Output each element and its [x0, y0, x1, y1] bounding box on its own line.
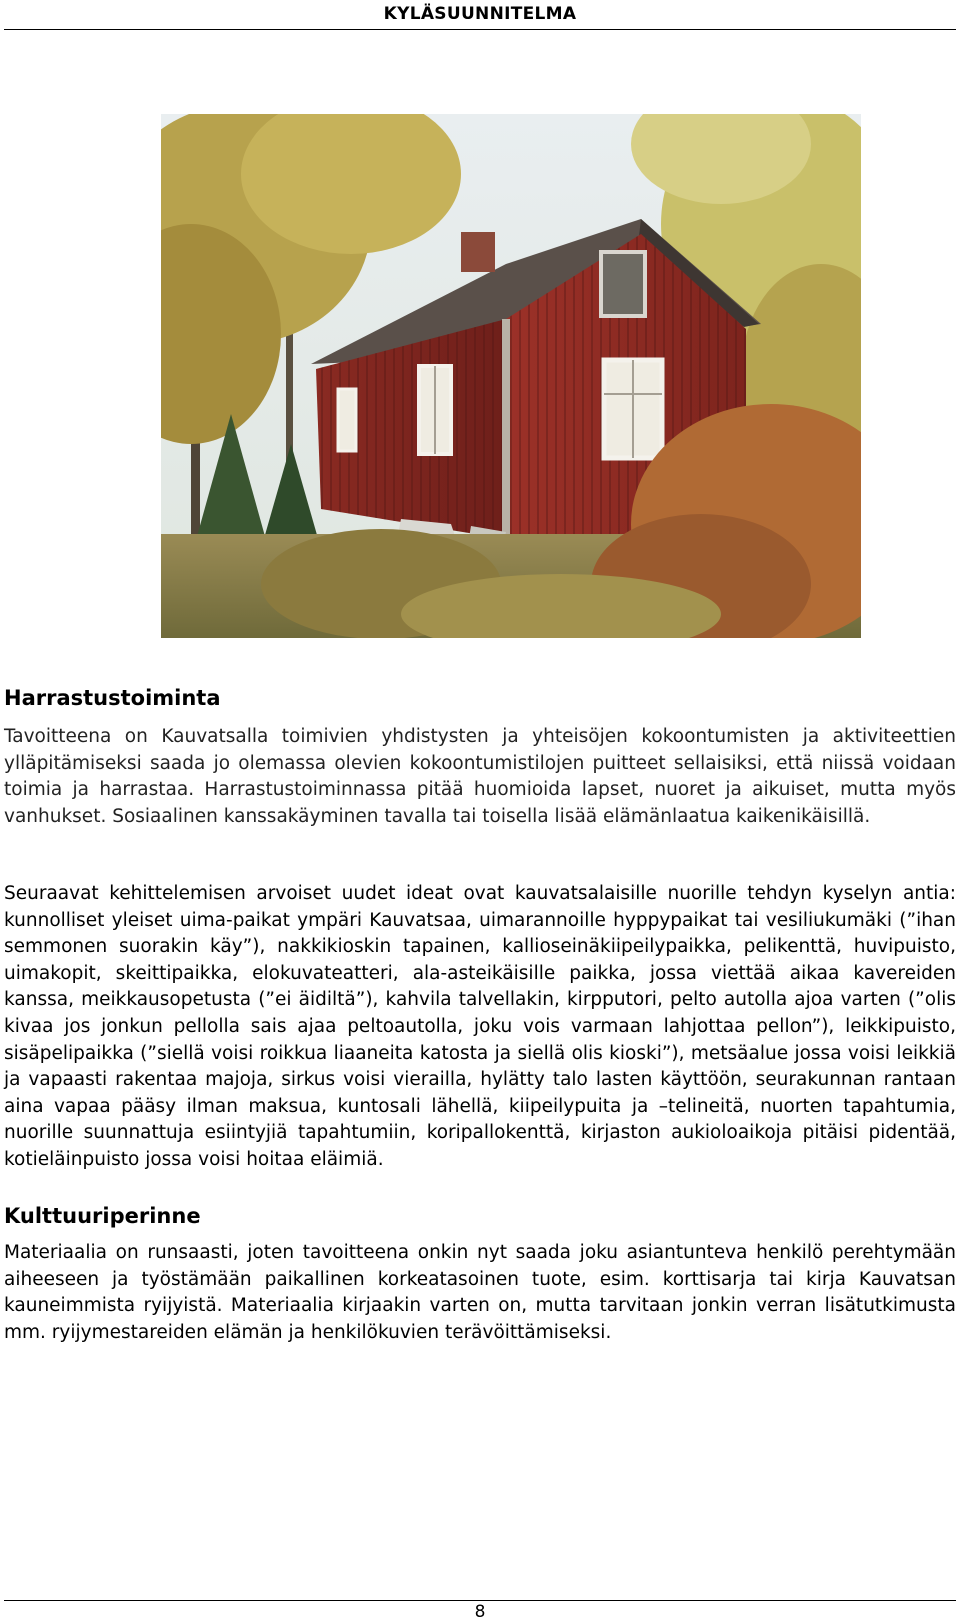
- page-number: 8: [474, 1602, 486, 1622]
- section-heading-kulttuuriperinne: Kulttuuriperinne: [4, 1204, 201, 1228]
- header-rule: [4, 29, 956, 30]
- house-photo: [161, 114, 861, 638]
- paragraph-kulttuuriperinne: Materiaalia on runsaasti, joten tavoitteena onkin nyt saada joku asiantunteva henkilö perehtymään aiheeseen ja työstämään paikallinen korkeatasoinen tuote, esim. korttisarja tai kirja Kauvatsan kauneimmista ryijyistä. Materiaalia kirjaakin varten on, mutta tarvitaan jonkin verran lisätutkimusta mm. ryijymestareiden elämän ja henkilökuvien terävöittämiseksi.: [4, 1242, 956, 1343]
- running-header: KYLÄSUUNNITELMA: [383, 4, 577, 24]
- paragraph-harrastustoiminta-intro: Tavoitteena on Kauvatsalla toimivien yhdistysten ja yhteisöjen kokoontumisten ja aktiviteettien ylläpitämiseksi saada jo olemassa olevien kokoontumistilojen puitteet sellaisiksi, että niissä voidaan toimia ja harrastaa. Harrastustoiminnassa pitää huomioida lapset, nuoret ja aikuiset, mutta myös vanhukset. Sosiaalinen kanssakäyminen tavalla tai toisella lisää elämänlaatua kaikenikäisillä.: [4, 726, 956, 827]
- section-heading-harrastustoiminta: Harrastustoiminta: [4, 686, 221, 710]
- paragraph-nuorten-ideat: Seuraavat kehittelemisen arvoiset uudet ideat ovat kauvatsalaisille nuorille tehdyn kyselyn antia: kunnolliset yleiset uima-paikat ympäri Kauvatsaa, uimarannoille hyppypaikat tai vesiliukumäki (”ihan semmonen suorakin käy”), nakkikioskin tapainen, kallioseinäkiipeilypaikka, pelikenttä, huvipuisto, uimakopit, skeittipaikka, elokuvateatteri, ala-asteikäisille paikka, jossa viettää aikaa kavereiden kanssa, meikkausopetusta (”ei äidiltä”), kahvila talvellakin, kirpputori, pelto autolla ajoa varten (”olis kivaa jos jonkun pellolla sais ajaa peltoautolla, joku vois varmaan lahjottaa pellon”), leikkipuisto, sisäpelipaikka (”siellä voisi roikkua liaaneita katosta ja siellä olis kioski”), metsäalue jossa voisi leikkiä ja vapaasti rakentaa majoja, sirkus voisi vierailla, hylätty talo lasten käyttöön, seurakunnan rantaan aina vapaa pääsy ilman maksua, kuntosali lähellä, kiipeilypuita ja –telineitä, nuorten tapahtumia, nuorille suunnattuja esiintyjiä tapahtumiin, koripallokenttä, kirjaston aukioloaikoja pitäisi pidentää, kotieläinpuisto jossa voisi hoitaa eläimiä.: [4, 883, 956, 1170]
- footer-rule: [4, 1600, 956, 1601]
